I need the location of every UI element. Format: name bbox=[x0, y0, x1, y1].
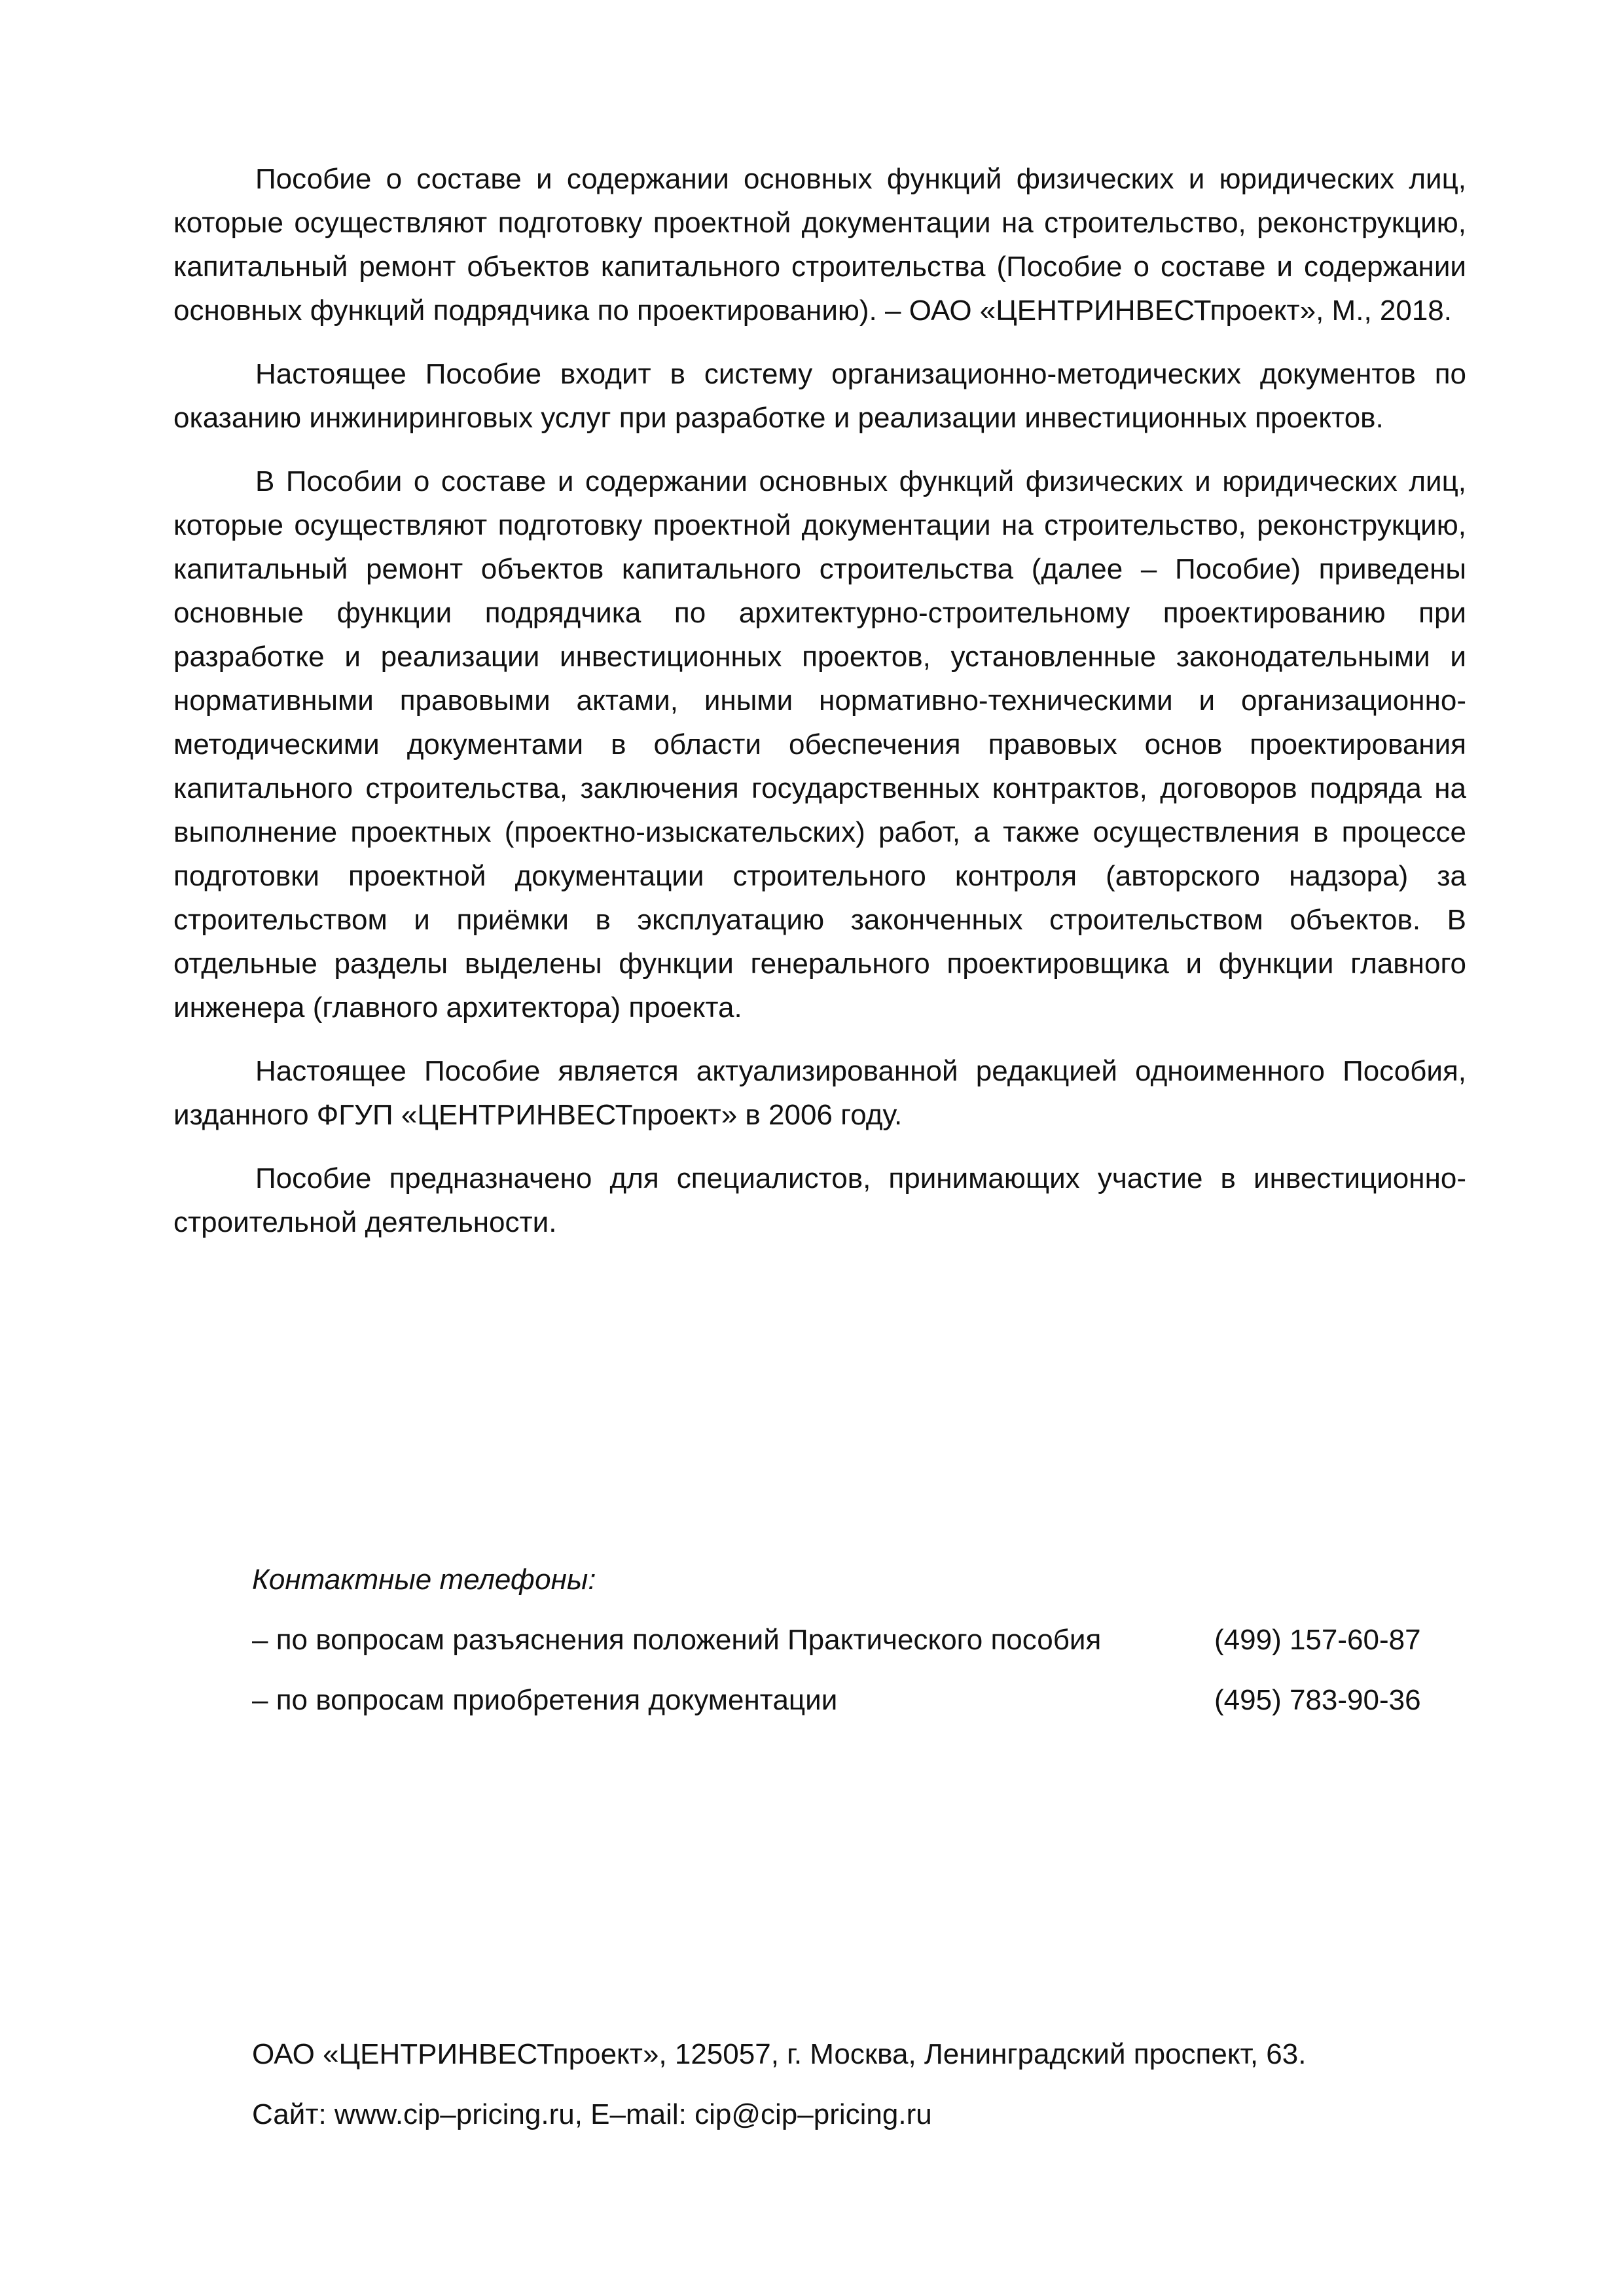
paragraph-contents: В Пособии о составе и содержании основных функций физических и юридических лиц, которые осуществляют подготовку проектной документации на строительство, реконструкцию, капитальный ремонт объектов капитального строительства (далее – Пособие) приведены основные функции подрядчика по архитектурно-строительному проектированию при разработке и реализации инвестиционных проектов, установленные законодательными и нормативными правовыми актами, иными нормативно-техническими и организационно-методическими документами в области обеспечения правовых основ проектирования капитального строительства, заключения государственных контрактов, договоров подряда на выполнение проектных (проектно-изыскательских) работ, а также осуществления в процессе подготовки проектной документации строительного контроля (авторского надзора) за строительством и приёмки в эксплуатацию законченных строительством объектов. В отдельные разделы выделены функции генерального проектировщика и функции главного инженера (главного архитектора) проекта. bbox=[173, 465, 1466, 1024]
paragraph-audience: Пособие предназначено для специалистов, принимающих участие в инвестиционно-строительной деятельности. bbox=[173, 1162, 1466, 1238]
contacts-block bbox=[252, 1558, 1430, 1738]
contact-row bbox=[252, 1678, 1430, 1722]
footer-address: ОАО «ЦЕНТРИНВЕСТпроект», 125057, г. Москва, Ленинградский проспект, 63. bbox=[252, 2038, 1307, 2070]
footer bbox=[252, 2032, 1463, 2153]
footer-site: Сайт: www.cip–pricing.ru, E–mail: cip@cip–pricing.ru bbox=[252, 2098, 932, 2130]
paragraph-system: Настоящее Пособие входит в систему организационно-методических документов по оказанию инжиниринговых услуг при разработке и реализации инвестиционных проектов. bbox=[173, 358, 1466, 434]
contact-row bbox=[252, 1618, 1430, 1662]
contact-phone: (495) 783-90-36 bbox=[1214, 1684, 1421, 1716]
paragraph-citation: Пособие о составе и содержании основных функций физических и юридических лиц, которые осуществляют подготовку проектной документации на строительство, реконструкцию, капитальный ремонт объектов капитального строительства (Пособие о составе и содержании основных функций подрядчика по проектированию). – ОАО «ЦЕНТРИНВЕСТпроект», М., 2018. bbox=[173, 163, 1466, 327]
contact-label: – по вопросам приобретения документации bbox=[252, 1684, 838, 1716]
contact-phone: (499) 157-60-87 bbox=[1214, 1624, 1421, 1656]
contact-label: – по вопросам разъяснения положений Практического пособия bbox=[252, 1624, 1102, 1656]
paragraph-edition: Настоящее Пособие является актуализированной редакцией одноименного Пособия, изданного ФГУП «ЦЕНТРИНВЕСТпроект» в 2006 году. bbox=[173, 1055, 1466, 1131]
body-text bbox=[173, 157, 1466, 1264]
contacts-heading: Контактные телефоны: bbox=[252, 1564, 596, 1596]
